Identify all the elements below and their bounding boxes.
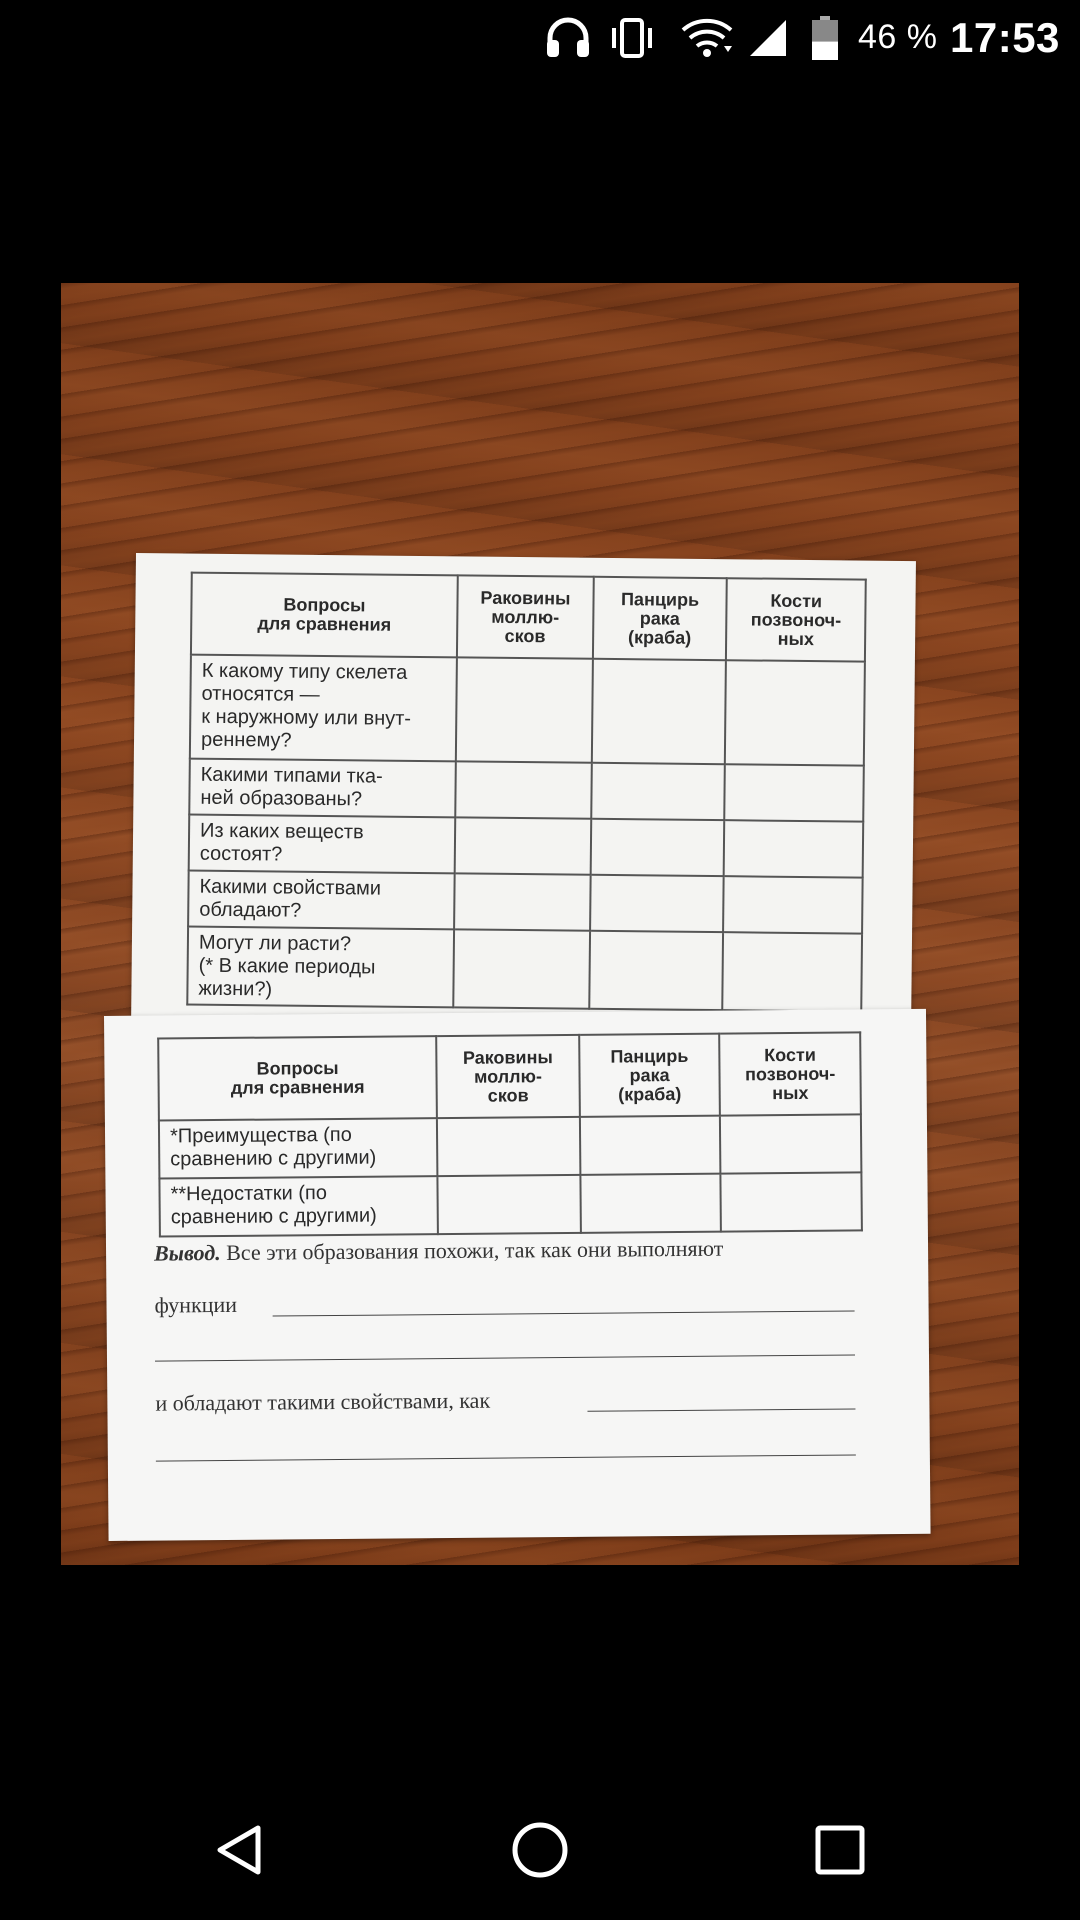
table-row: [187, 927, 862, 1012]
conclusion-text-1: Все эти образования похожи, так как они выполняют: [226, 1235, 724, 1265]
answer-cell: [723, 876, 862, 933]
status-bar: [0, 0, 1080, 75]
worksheet-page-top: [131, 553, 916, 1031]
table-row: [190, 655, 865, 766]
conclusion-line-1: [154, 1236, 723, 1271]
navigation-bar: [0, 1800, 1080, 1920]
question-cell: *Преимущества (по сравнению с другими): [159, 1118, 438, 1178]
table-row: [159, 1114, 861, 1178]
header-questions: Вопросы для сравнения: [191, 573, 458, 658]
answer-cell: [437, 1117, 580, 1176]
worksheet-page-bottom: [104, 1009, 931, 1541]
answer-line: [273, 1310, 855, 1316]
recents-icon: [810, 1820, 870, 1880]
battery-icon: [808, 0, 842, 75]
header-crab-shell: Панцирь рака (краба): [579, 1034, 720, 1117]
answer-cell: [725, 660, 865, 765]
recents-button[interactable]: [780, 1800, 900, 1900]
header-vertebrate-bones: Кости позвоноч- ных: [720, 1032, 861, 1115]
question-cell: Какими свойствами обладают?: [188, 871, 455, 930]
cell-signal-icon: [744, 0, 792, 75]
answer-cell: [589, 931, 723, 1010]
header-mollusc-shells: Раковины моллю- сков: [457, 575, 594, 658]
answer-cell: [580, 1116, 721, 1175]
table-row: [189, 815, 864, 878]
answer-cell: [455, 817, 591, 874]
question-cell: Какими типами тка- ней образованы?: [189, 759, 456, 818]
answer-cell: [438, 1175, 581, 1234]
answer-cell: [725, 764, 864, 821]
header-crab-shell: Панцирь рака (краба): [593, 577, 727, 660]
back-button[interactable]: [180, 1800, 300, 1900]
question-cell: **Недостатки (по сравнению с другими): [159, 1176, 438, 1236]
question-cell: К какому типу скелета относятся — к наружному или внут- реннему?: [190, 655, 457, 762]
conclusion-label: Вывод.: [153, 1239, 221, 1266]
clock-time: 17:53: [950, 13, 1060, 61]
battery-percent: 46 %: [858, 18, 938, 56]
header-mollusc-shells: Раковины моллю- сков: [436, 1035, 579, 1118]
photo-image: [61, 283, 1019, 1565]
comparison-table-top: [186, 572, 867, 1013]
answer-cell: [721, 1172, 862, 1231]
answer-line: [587, 1408, 855, 1411]
answer-cell: [723, 932, 862, 1011]
wifi-icon: [678, 0, 736, 75]
answer-cell: [455, 761, 591, 818]
answer-cell: [580, 1174, 721, 1233]
answer-cell: [592, 659, 727, 764]
answer-cell: [591, 763, 725, 820]
back-icon: [210, 1820, 270, 1880]
answer-cell: [453, 929, 589, 1008]
conclusion-text-4: и обладают такими свойствами, как: [155, 1387, 491, 1416]
answer-cell: [456, 657, 593, 762]
header-vertebrate-bones: Кости позвоноч- ных: [726, 578, 866, 661]
conclusion-text-2: функции: [154, 1291, 238, 1318]
question-cell: Из каких веществ состоят?: [189, 815, 456, 874]
table-row: [159, 1172, 861, 1236]
answer-line: [156, 1454, 856, 1461]
table-row: [189, 759, 864, 822]
comparison-table-bottom: [157, 1031, 863, 1237]
answer-cell: [720, 1114, 861, 1173]
home-button[interactable]: [480, 1800, 600, 1900]
headset-icon: [540, 0, 596, 75]
answer-cell: [724, 820, 863, 877]
vibrate-icon: [604, 0, 660, 75]
header-questions: Вопросы для сравнения: [158, 1036, 437, 1120]
question-cell: Могут ли расти? (* В какие периоды жизни?): [187, 927, 454, 1008]
answer-cell: [454, 873, 590, 930]
answer-cell: [590, 875, 724, 932]
table-row: [188, 871, 863, 934]
answer-line: [155, 1354, 855, 1361]
answer-cell: [590, 819, 724, 876]
home-icon: [508, 1818, 572, 1882]
